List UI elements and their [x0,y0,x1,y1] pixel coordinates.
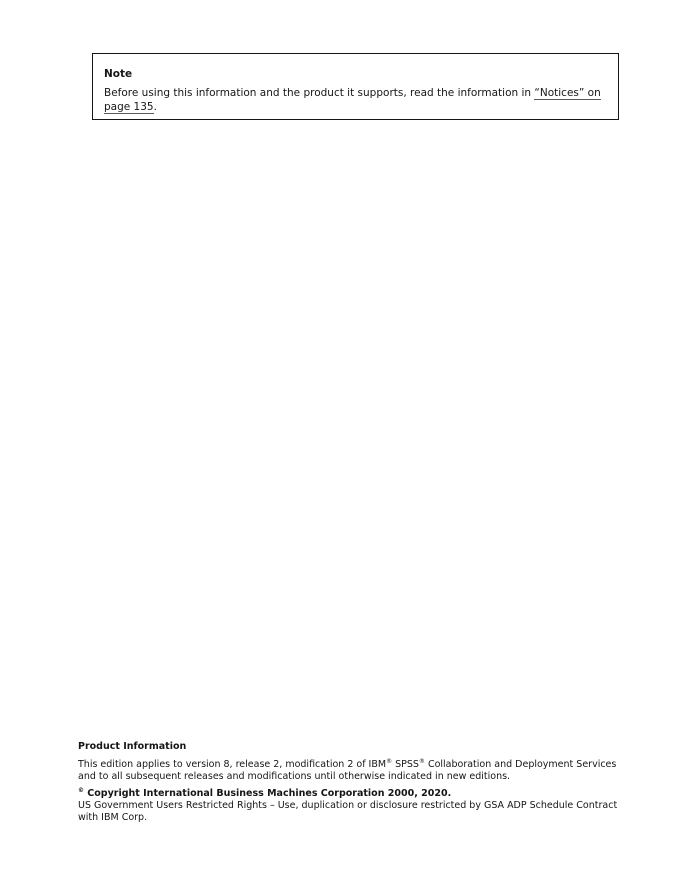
note-box [92,53,619,120]
copyright-text: Copyright International Business Machines Corporation 2000, 2020. [84,788,452,799]
registered-mark: ® [386,757,393,765]
copyright-symbol: © [78,786,84,794]
product-information-section [78,741,623,824]
edition-text-3: Collaboration and Deployment Services and to all subsequent releases and modifications until otherwise indicated in new editions. [78,759,617,782]
edition-statement [78,759,623,783]
note-body [104,86,607,114]
copyright-line [78,788,623,800]
registered-mark: ® [418,757,425,765]
notices-link[interactable]: “Notices” on page 135 [104,87,601,113]
note-text-before: Before using this information and the product it supports, read the information in [104,87,535,99]
edition-text-1: This edition applies to version 8, release 2, modification 2 of IBM [78,759,387,770]
restricted-rights-text: US Government Users Restricted Rights – Use, duplication or disclosure restricted by GSA ADP Schedule Contract with IBM Corp. [78,800,618,823]
note-text-after: . [153,101,157,113]
product-information-heading: Product Information [78,741,187,752]
note-heading: Note [104,68,133,80]
edition-text-2: SPSS [392,759,419,770]
